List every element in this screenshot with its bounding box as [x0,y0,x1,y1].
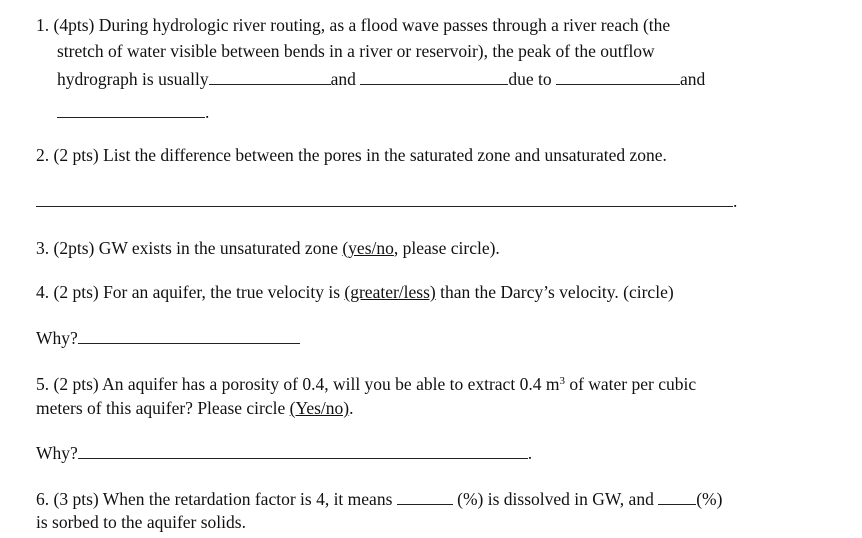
q4-text-end: than the Darcy’s velocity. (circle) [435,282,674,302]
q1-blank-1[interactable] [209,69,331,85]
q5-line-2-start: meters of this aquifer? Please circle [36,398,290,418]
q5-why-blank[interactable] [78,443,528,459]
q5-line-1 [36,373,696,395]
q4-why-line [36,327,300,349]
q1-and-1: and [330,69,356,89]
q4-text-start: 4. (2 pts) For an aquifer, the true velocity is [36,282,345,302]
q2-period: . [733,191,738,211]
q1-period: . [205,102,210,122]
q5-line-2-end: . [349,398,354,418]
q6-line-1 [36,488,722,510]
q5-why-line [36,442,532,464]
q3-text [36,237,500,259]
q3-choice[interactable]: (yes/no [342,238,394,258]
q5-superscript: 3 [559,375,565,387]
q1-blank-3[interactable] [556,69,680,85]
q2-answer-line [36,190,737,212]
q6-line-2: is sorbed to the aquifer solids. [36,512,246,532]
q1-line-3 [57,68,705,90]
q6-line-1-start: 6. (3 pts) When the retardation factor is 4, it means [36,489,393,509]
q3-text-start: 3. (2pts) GW exists in the unsaturated zone [36,238,343,258]
q1-line-4 [57,101,209,123]
q6-line-1-end: (%) [696,489,723,509]
q6-blank-2[interactable] [658,489,696,505]
q5-choice[interactable]: (Yes/no) [289,398,350,418]
q1-line-3-text: hydrograph is usually [57,69,209,89]
q4-why-blank[interactable] [78,328,300,344]
q5-why-label: Why? [36,443,78,463]
q4-why-label: Why? [36,328,78,348]
q4-choice[interactable]: (greater/less) [344,282,436,302]
q1-blank-2[interactable] [360,69,508,85]
q5-why-period: . [527,443,533,463]
q1-blank-4[interactable] [57,102,205,118]
q2-blank[interactable] [36,191,733,207]
q2-text: 2. (2 pts) List the difference between the pores in the saturated zone and unsaturated zone. [36,145,667,165]
q6-blank-1[interactable] [397,489,453,505]
q5-line-2 [36,397,354,419]
q1-and-2: and [679,69,706,89]
q1-line-1: 1. (4pts) During hydrologic river routing, as a flood wave passes through a river reach (the [36,15,671,35]
q5-line-1-start: 5. (2 pts) An aquifer has a porosity of 0.4, will you be able to extract 0.4 m [36,374,560,394]
q1-line-2: stretch of water visible between bends in a river or reservoir), the peak of the outflow [57,41,655,61]
q3-text-end: , please circle). [393,238,500,258]
q6-line-1-mid: (%) is dissolved in GW, and [457,489,654,509]
q1-due-to: due to [508,69,552,89]
q4-text [36,281,674,303]
q5-line-1-end: of water per cubic [564,374,697,394]
